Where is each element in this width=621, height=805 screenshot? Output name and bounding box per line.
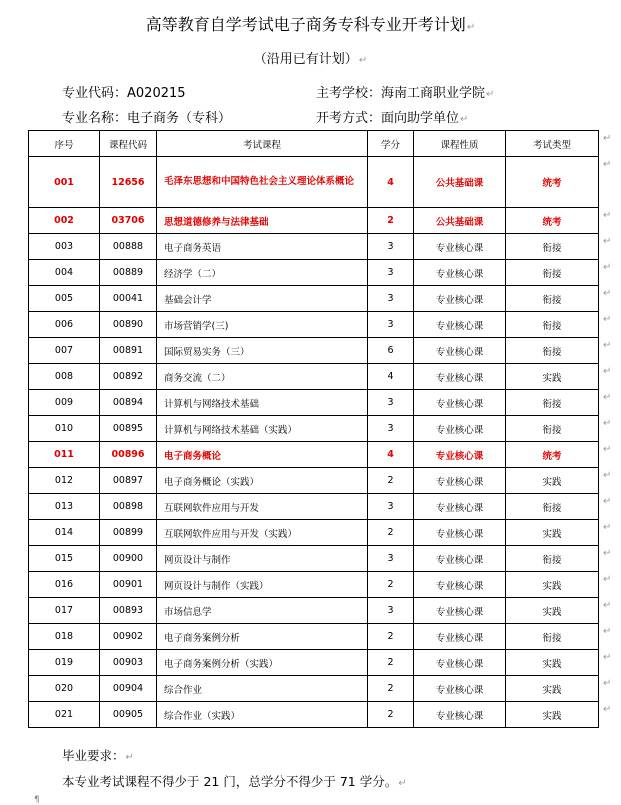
course-code: 00903 <box>100 650 157 676</box>
course-nature: 公共基础课 <box>414 157 506 208</box>
course-credit: 6 <box>368 338 414 364</box>
row-number: 009 <box>29 390 100 416</box>
course-code: 00898 <box>100 494 157 520</box>
row-number: 012 <box>29 468 100 494</box>
course-credit: 2 <box>368 676 414 702</box>
row-end-mark-icon: ↵ <box>603 651 612 663</box>
course-credit: 2 <box>368 624 414 650</box>
paragraph-mark-icon: ↵ <box>486 89 495 100</box>
course-nature: 专业核心课 <box>414 416 506 442</box>
course-credit: 3 <box>368 546 414 572</box>
course-credit: 4 <box>368 364 414 390</box>
course-name: 市场信息学 <box>157 598 368 624</box>
course-nature: 专业核心课 <box>414 312 506 338</box>
course-nature: 专业核心课 <box>414 234 506 260</box>
exam-type: 实践 <box>506 468 599 494</box>
table-row <box>29 494 599 520</box>
course-nature: 专业核心课 <box>414 676 506 702</box>
paragraph-mark-icon: ↵ <box>125 752 134 763</box>
exam-type: 衔接 <box>506 416 599 442</box>
course-code: 00897 <box>100 468 157 494</box>
table-row <box>29 234 599 260</box>
row-number: 006 <box>29 312 100 338</box>
course-code: 00892 <box>100 364 157 390</box>
row-number: 004 <box>29 260 100 286</box>
course-credit: 3 <box>368 494 414 520</box>
exam-type: 统考 <box>506 442 599 468</box>
course-name: 电子商务英语 <box>157 234 368 260</box>
course-nature: 专业核心课 <box>414 468 506 494</box>
course-nature: 公共基础课 <box>414 208 506 234</box>
document-subtitle: （沿用已有计划）↵ <box>253 52 368 67</box>
row-number: 011 <box>29 442 100 468</box>
course-credit: 3 <box>368 598 414 624</box>
course-credit: 2 <box>368 468 414 494</box>
exam-type: 实践 <box>506 650 599 676</box>
course-credit: 3 <box>368 390 414 416</box>
row-end-mark-icon: ↵ <box>603 313 612 325</box>
course-name: 基础会计学 <box>157 286 368 312</box>
course-credit: 3 <box>368 234 414 260</box>
course-code: 00893 <box>100 598 157 624</box>
row-end-mark-icon: ↵ <box>603 158 612 170</box>
table-row <box>29 286 599 312</box>
exam-type: 衔接 <box>506 390 599 416</box>
row-number: 018 <box>29 624 100 650</box>
course-code: 00905 <box>100 702 157 728</box>
course-nature: 专业核心课 <box>414 572 506 598</box>
course-code: 00895 <box>100 416 157 442</box>
course-code: 00890 <box>100 312 157 338</box>
course-nature: 专业核心课 <box>414 702 506 728</box>
graduation-requirement-text: 本专业考试课程不得少于 21 门，总学分不得少于 71 学分。↵ <box>62 774 407 789</box>
course-name: 市场营销学(三) <box>157 312 368 338</box>
table-row <box>29 676 599 702</box>
table-row <box>29 546 599 572</box>
course-credit: 3 <box>368 312 414 338</box>
course-nature: 专业核心课 <box>414 338 506 364</box>
corner-mark-icon: ¶ <box>34 795 40 805</box>
exam-type: 实践 <box>506 702 599 728</box>
exam-type: 实践 <box>506 572 599 598</box>
row-number: 008 <box>29 364 100 390</box>
course-credit: 4 <box>368 442 414 468</box>
table-row <box>29 442 599 468</box>
exam-type: 实践 <box>506 520 599 546</box>
table-body <box>29 157 599 728</box>
table-row <box>29 598 599 624</box>
table-row <box>29 312 599 338</box>
table-row <box>29 157 599 208</box>
course-nature: 专业核心课 <box>414 494 506 520</box>
course-plan-table <box>28 130 599 728</box>
row-end-mark-icon: ↵ <box>603 443 612 455</box>
row-number: 013 <box>29 494 100 520</box>
course-name: 综合作业（实践） <box>157 702 368 728</box>
course-credit: 2 <box>368 520 414 546</box>
row-end-mark-icon: ↵ <box>603 547 612 559</box>
course-name: 计算机与网络技术基础（实践） <box>157 416 368 442</box>
course-nature: 专业核心课 <box>414 390 506 416</box>
course-name: 计算机与网络技术基础 <box>157 390 368 416</box>
course-name: 网页设计与制作 <box>157 546 368 572</box>
course-name: 毛泽东思想和中国特色社会主义理论体系概论 <box>157 157 368 208</box>
course-code: 00896 <box>100 442 157 468</box>
course-credit: 3 <box>368 286 414 312</box>
row-number: 015 <box>29 546 100 572</box>
exam-type: 实践 <box>506 598 599 624</box>
exam-mode: 开考方式：面向助学单位↵ <box>316 111 469 126</box>
column-header: 课程代码 <box>100 131 157 157</box>
table-header-row <box>29 131 599 157</box>
exam-type: 实践 <box>506 676 599 702</box>
course-credit: 3 <box>368 260 414 286</box>
exam-type: 衔接 <box>506 312 599 338</box>
exam-type: 衔接 <box>506 260 599 286</box>
table-row <box>29 572 599 598</box>
course-code: 03706 <box>100 208 157 234</box>
row-end-mark-icon: ↵ <box>603 339 612 351</box>
row-end-mark-icon: ↵ <box>603 495 612 507</box>
course-nature: 专业核心课 <box>414 364 506 390</box>
row-end-mark-icon: ↵ <box>603 573 612 585</box>
row-number: 017 <box>29 598 100 624</box>
exam-type: 衔接 <box>506 546 599 572</box>
course-code: 00889 <box>100 260 157 286</box>
row-number: 016 <box>29 572 100 598</box>
course-code: 00899 <box>100 520 157 546</box>
column-header: 考试类型 <box>506 131 599 157</box>
table-row <box>29 702 599 728</box>
course-name: 电子商务概论（实践） <box>157 468 368 494</box>
course-nature: 专业核心课 <box>414 442 506 468</box>
course-nature: 专业核心课 <box>414 624 506 650</box>
row-number: 014 <box>29 520 100 546</box>
row-end-mark-icon: ↵ <box>603 677 612 689</box>
course-code: 00888 <box>100 234 157 260</box>
row-number: 002 <box>29 208 100 234</box>
major-name: 专业名称：电子商务（专科） <box>62 111 232 126</box>
row-end-mark-icon: ↵ <box>603 287 612 299</box>
course-code: 00041 <box>100 286 157 312</box>
column-header: 考试课程 <box>157 131 368 157</box>
course-code: 00894 <box>100 390 157 416</box>
course-credit: 2 <box>368 702 414 728</box>
row-number: 001 <box>29 157 100 208</box>
course-nature: 专业核心课 <box>414 650 506 676</box>
row-number: 021 <box>29 702 100 728</box>
paragraph-mark-icon: ↵ <box>460 114 469 125</box>
course-code: 00900 <box>100 546 157 572</box>
host-school: 主考学校：海南工商职业学院↵ <box>316 86 495 101</box>
course-code: 00902 <box>100 624 157 650</box>
table-row <box>29 260 599 286</box>
table-row <box>29 338 599 364</box>
document-title: 高等教育自学考试电子商务专科专业开考计划↵ <box>145 15 476 34</box>
course-credit: 2 <box>368 572 414 598</box>
row-end-mark-icon: ↵ <box>603 209 612 221</box>
row-end-mark-icon: ↵ <box>603 703 612 715</box>
table-row <box>29 624 599 650</box>
course-name: 互联网软件应用与开发 <box>157 494 368 520</box>
table-row <box>29 650 599 676</box>
exam-type: 统考 <box>506 157 599 208</box>
course-nature: 专业核心课 <box>414 286 506 312</box>
column-header: 学分 <box>368 131 414 157</box>
row-number: 019 <box>29 650 100 676</box>
paragraph-mark-icon: ↵ <box>466 22 476 33</box>
course-name: 商务交流（二） <box>157 364 368 390</box>
course-code: 00901 <box>100 572 157 598</box>
exam-type: 衔接 <box>506 286 599 312</box>
row-end-mark-icon: ↵ <box>603 261 612 273</box>
course-name: 思想道德修养与法律基础 <box>157 208 368 234</box>
table-row <box>29 390 599 416</box>
course-credit: 4 <box>368 157 414 208</box>
row-number: 007 <box>29 338 100 364</box>
row-end-mark-icon: ↵ <box>603 469 612 481</box>
row-end-mark-icon: ↵ <box>603 132 612 144</box>
course-nature: 专业核心课 <box>414 598 506 624</box>
row-number: 003 <box>29 234 100 260</box>
row-number: 020 <box>29 676 100 702</box>
paragraph-mark-icon: ↵ <box>398 778 407 789</box>
course-name: 互联网软件应用与开发（实践） <box>157 520 368 546</box>
exam-type: 衔接 <box>506 234 599 260</box>
table-row <box>29 416 599 442</box>
row-end-mark-icon: ↵ <box>603 599 612 611</box>
exam-type: 衔接 <box>506 338 599 364</box>
row-end-mark-icon: ↵ <box>603 235 612 247</box>
column-header: 课程性质 <box>414 131 506 157</box>
course-name: 电子商务案例分析 <box>157 624 368 650</box>
course-code: 00891 <box>100 338 157 364</box>
exam-type: 统考 <box>506 208 599 234</box>
graduation-requirement-label: 毕业要求：↵ <box>62 748 134 763</box>
table-row <box>29 208 599 234</box>
course-code: 12656 <box>100 157 157 208</box>
course-name: 经济学（二） <box>157 260 368 286</box>
course-credit: 2 <box>368 208 414 234</box>
row-end-mark-icon: ↵ <box>603 391 612 403</box>
row-number: 005 <box>29 286 100 312</box>
course-name: 国际贸易实务（三） <box>157 338 368 364</box>
exam-type: 衔接 <box>506 494 599 520</box>
course-nature: 专业核心课 <box>414 546 506 572</box>
course-nature: 专业核心课 <box>414 520 506 546</box>
course-credit: 3 <box>368 416 414 442</box>
course-code: 00904 <box>100 676 157 702</box>
row-end-mark-icon: ↵ <box>603 365 612 377</box>
paragraph-mark-icon: ↵ <box>358 55 368 66</box>
table-row <box>29 364 599 390</box>
table-row <box>29 520 599 546</box>
course-name: 电子商务概论 <box>157 442 368 468</box>
major-code: 专业代码：A020215 <box>62 86 186 101</box>
exam-type: 衔接 <box>506 624 599 650</box>
column-header: 序号 <box>29 131 100 157</box>
table-row <box>29 468 599 494</box>
row-end-mark-icon: ↵ <box>603 625 612 637</box>
exam-type: 实践 <box>506 364 599 390</box>
course-credit: 2 <box>368 650 414 676</box>
row-number: 010 <box>29 416 100 442</box>
course-name: 网页设计与制作（实践） <box>157 572 368 598</box>
course-name: 电子商务案例分析（实践） <box>157 650 368 676</box>
row-end-mark-icon: ↵ <box>603 521 612 533</box>
row-end-mark-icon: ↵ <box>603 417 612 429</box>
course-name: 综合作业 <box>157 676 368 702</box>
course-nature: 专业核心课 <box>414 260 506 286</box>
